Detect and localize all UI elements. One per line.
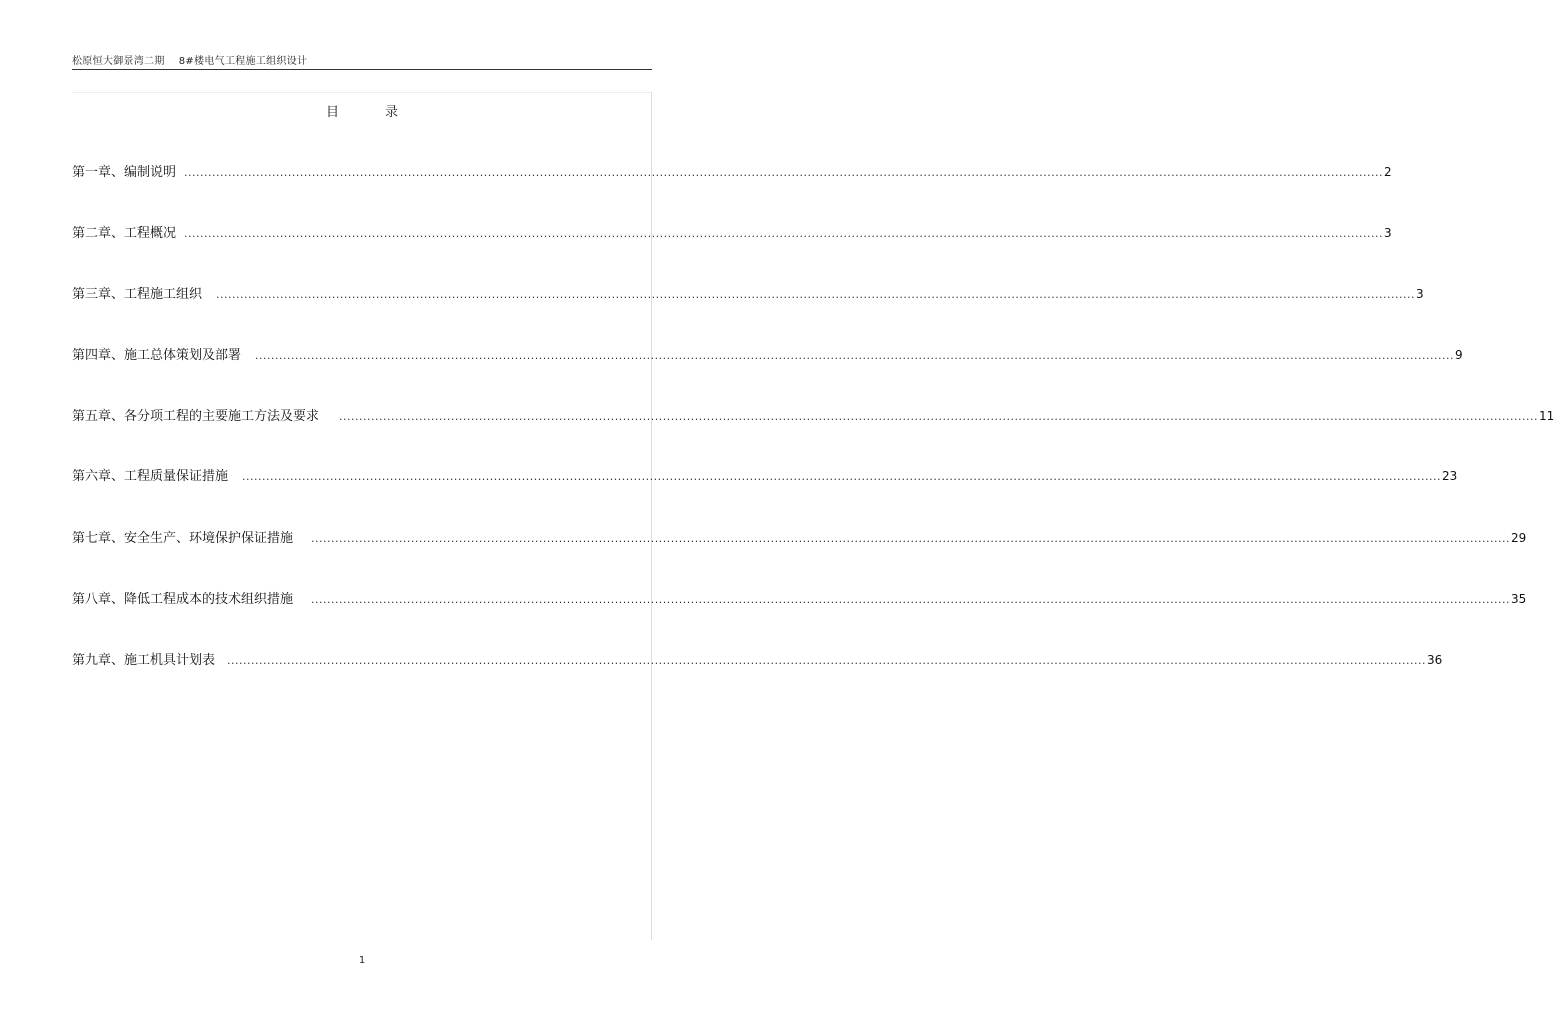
toc-entry-label: 第八章、降低工程成本的技术组织措施	[72, 592, 294, 607]
dot-leader: ............................................................................................................................................................................................................................................................................................................	[227, 654, 1426, 667]
running-header	[72, 52, 652, 67]
toc-entry-page: 9	[1455, 348, 1463, 362]
content-frame-top-border	[72, 92, 652, 93]
header-document-subject: 8#楼电气工程施工组织设计	[178, 56, 308, 67]
toc-entry-page: 3	[1384, 226, 1392, 240]
header-project-name: 松原恒大御景湾二期	[72, 56, 165, 67]
toc-entry-ch6[interactable]	[72, 465, 1458, 484]
header-rule	[72, 69, 652, 70]
toc-entry-label: 第三章、工程施工组织	[72, 287, 203, 302]
toc-entry-ch4[interactable]	[72, 344, 1463, 363]
dot-leader: ............................................................................................................................................................................................................................................................................................................	[255, 349, 1454, 362]
toc-entry-label: 第五章、各分项工程的主要施工方法及要求	[72, 409, 320, 424]
toc-entry-page: 3	[1416, 287, 1424, 301]
dot-leader: ............................................................................................................................................................................................................................................................................................................	[184, 166, 1383, 179]
toc-entry-ch2[interactable]	[72, 222, 1392, 241]
toc-entry-label: 第七章、安全生产、环境保护保证措施	[72, 531, 294, 546]
toc-entry-page: 23	[1442, 469, 1458, 483]
toc-entry-label: 第九章、施工机具计划表	[72, 653, 216, 668]
toc-title-char-1: 目	[325, 105, 339, 120]
toc-entry-ch1[interactable]	[72, 161, 1392, 180]
toc-entry-page: 29	[1511, 531, 1527, 545]
toc-entry-ch9[interactable]	[72, 649, 1443, 668]
toc-title-char-2: 录	[385, 105, 399, 120]
dot-leader: ............................................................................................................................................................................................................................................................................................................	[242, 470, 1441, 483]
dot-leader: ............................................................................................................................................................................................................................................................................................................	[339, 410, 1538, 423]
toc-title	[0, 101, 724, 120]
dot-leader: ............................................................................................................................................................................................................................................................................................................	[184, 227, 1383, 240]
toc-entry-label: 第二章、工程概况	[72, 226, 177, 241]
toc-entry-label: 第一章、编制说明	[72, 165, 177, 180]
toc-entry-label: 第六章、工程质量保证措施	[72, 469, 229, 484]
toc-entry-page: 36	[1427, 653, 1443, 667]
dot-leader: ............................................................................................................................................................................................................................................................................................................	[311, 532, 1510, 545]
page-number: 1	[358, 955, 366, 966]
dot-leader: ............................................................................................................................................................................................................................................................................................................	[216, 288, 1415, 301]
toc-entry-page: 11	[1539, 409, 1554, 423]
toc-entry-ch7[interactable]	[72, 527, 1527, 546]
toc-entry-page: 35	[1511, 592, 1527, 606]
toc-entry-ch8[interactable]	[72, 588, 1527, 607]
content-frame-right-border	[651, 92, 652, 940]
dot-leader: ............................................................................................................................................................................................................................................................................................................	[311, 593, 1510, 606]
toc-entry-ch5[interactable]	[72, 405, 1554, 424]
toc-entry-ch3[interactable]	[72, 283, 1424, 302]
toc-entry-label: 第四章、施工总体策划及部署	[72, 348, 242, 363]
toc-entry-page: 2	[1384, 165, 1392, 179]
